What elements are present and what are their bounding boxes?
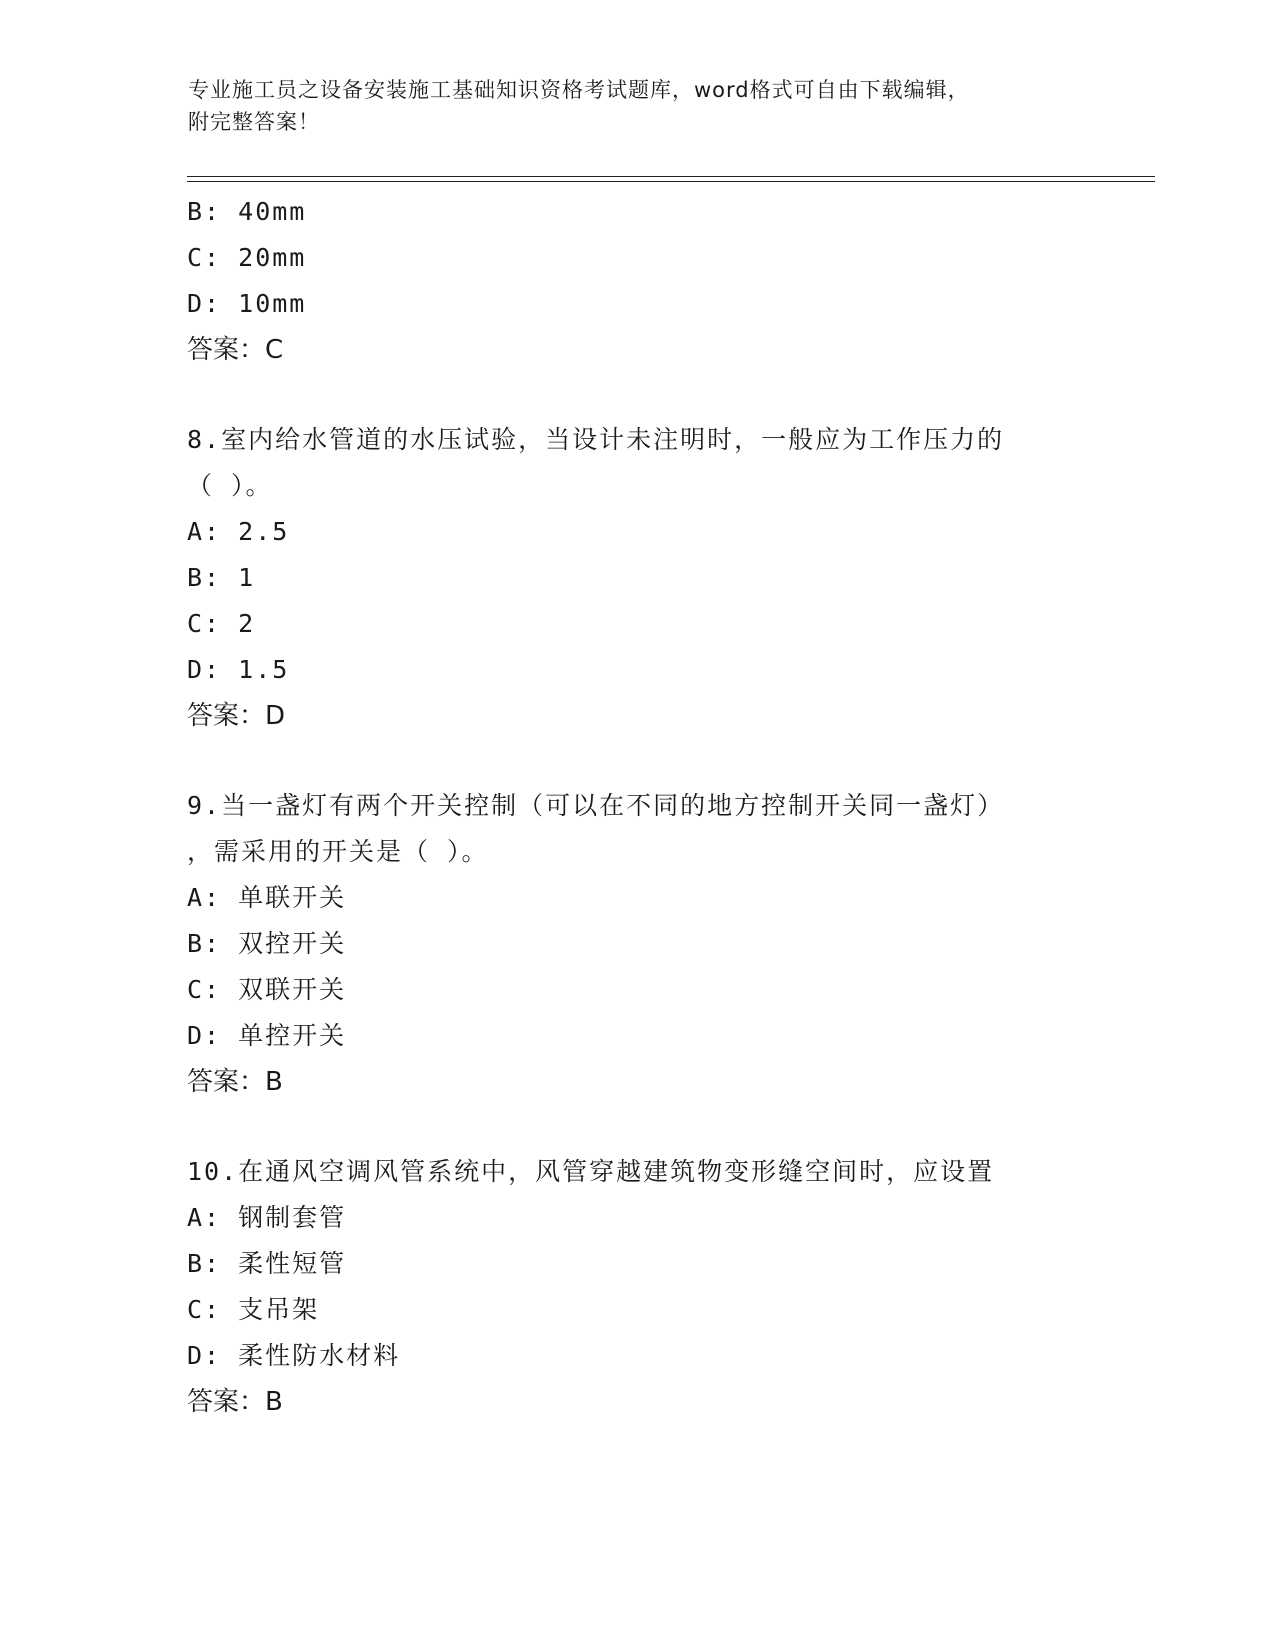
option-d: D: 1.5	[187, 655, 290, 684]
question-10	[187, 1149, 1147, 1425]
option-a: A: 2.5	[187, 517, 290, 546]
question-7-tail	[187, 189, 1147, 373]
answer-line: 答案：B	[187, 1387, 283, 1417]
answer-line: 答案：C	[187, 335, 284, 365]
option-b: B: 双控开关	[187, 929, 347, 958]
question-stem: 9.当一盏灯有两个开关控制（可以在不同的地方控制开关同一盏灯）	[187, 791, 1005, 820]
question-stem-continued: ，需采用的开关是（ ）。	[187, 837, 489, 866]
option-c: C: 双联开关	[187, 975, 347, 1004]
option-d: D: 柔性防水材料	[187, 1341, 401, 1370]
answer-line: 答案：B	[187, 1067, 283, 1097]
option-d: D: 单控开关	[187, 1021, 347, 1050]
option-c: C: 2	[187, 609, 256, 638]
header-line-1: 专业施工员之设备安装施工基础知识资格考试题库，word格式可自由下载编辑，	[188, 78, 970, 102]
header-line-2: 附完整答案！	[188, 110, 320, 134]
document-header	[188, 74, 1088, 138]
question-9	[187, 783, 1147, 1105]
option-b: B: 1	[187, 563, 256, 592]
question-list	[187, 189, 1147, 1425]
option-d: D: 10mm	[187, 289, 307, 318]
question-8	[187, 417, 1147, 739]
question-stem: 8.室内给水管道的水压试验，当设计未注明时，一般应为工作压力的	[187, 425, 1005, 454]
option-c: C: 支吊架	[187, 1295, 320, 1324]
option-b: B: 柔性短管	[187, 1249, 347, 1278]
option-a: A: 钢制套管	[187, 1203, 347, 1232]
question-stem: 10.在通风空调风管系统中，风管穿越建筑物变形缝空间时，应设置	[187, 1157, 995, 1186]
answer-line: 答案：D	[187, 701, 286, 731]
option-a: A: 单联开关	[187, 883, 347, 912]
option-c: C: 20mm	[187, 243, 307, 272]
header-divider-bottom	[187, 181, 1155, 182]
header-divider-top	[187, 176, 1155, 177]
option-b: B: 40mm	[187, 197, 307, 226]
question-stem-continued: （ ）。	[187, 471, 273, 500]
